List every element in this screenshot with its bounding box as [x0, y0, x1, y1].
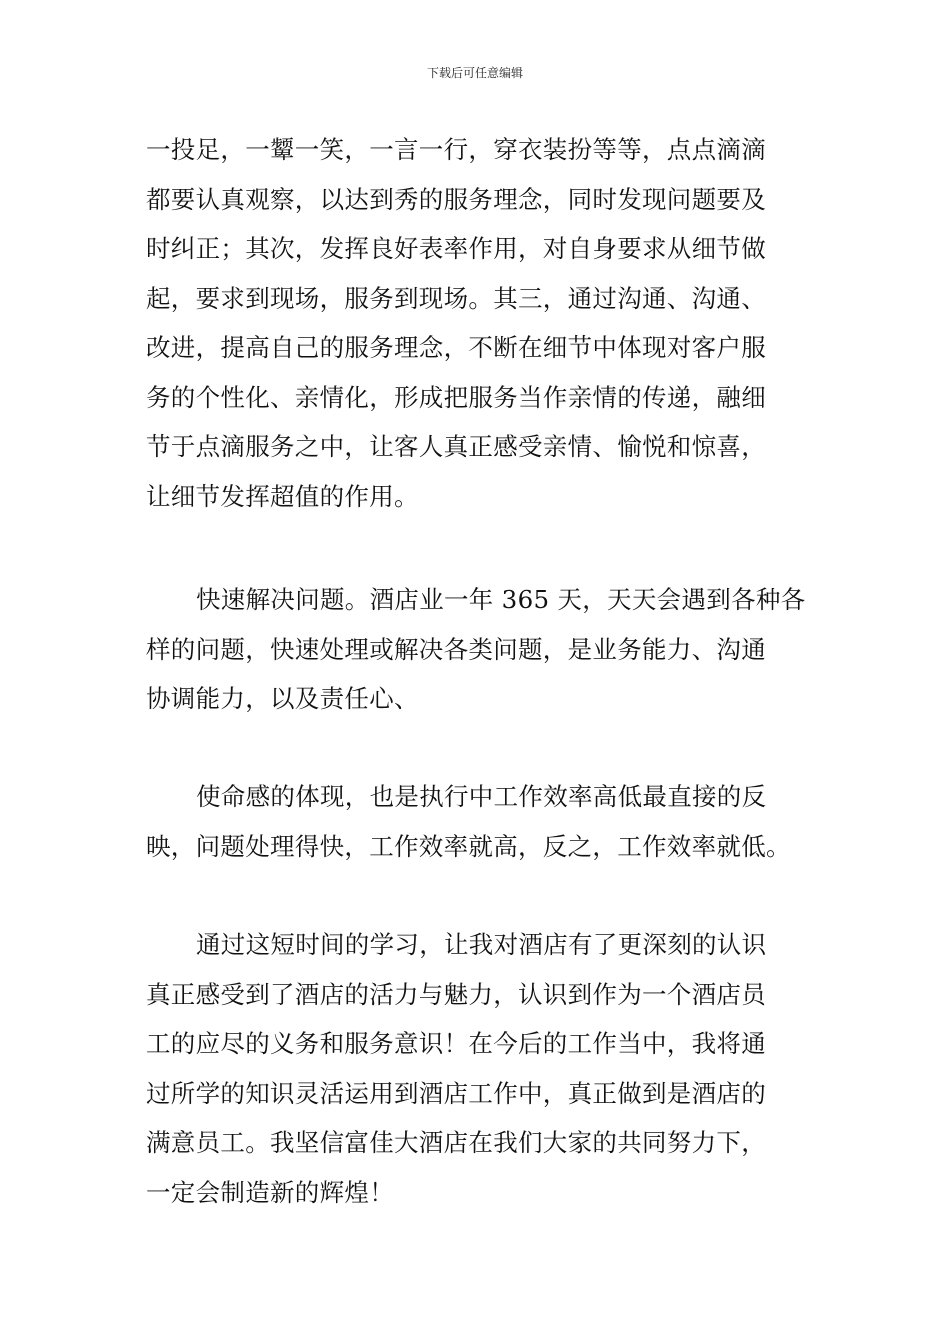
text-line: 协调能力，以及责任心、 [146, 684, 419, 713]
text-line: 节于点滴服务之中，让客人真正感受亲情、愉悦和惊喜， [146, 432, 766, 461]
text-line: 务的个性化、亲情化，形成把服务当作亲情的传递，融细 [146, 382, 766, 412]
text-line: 一定会制造新的辉煌！ [146, 1177, 394, 1207]
text-line: 起，要求到现场，服务到现场。其三，通过沟通、沟通、 [146, 283, 766, 313]
text-line: 一投足，一颦一笑，一言一行，穿衣装扮等等，点点滴滴 [146, 135, 766, 164]
page-header: 下载后可任意编辑 [426, 66, 523, 80]
text-line: 让细节发挥超值的作用。 [146, 481, 419, 511]
text-line: 改进，提高自己的服务理念，不断在细节中体现对客户服 [146, 333, 766, 362]
text-line: 时纠正；其次，发挥良好表率作用，对自身要求从细节做 [146, 234, 766, 263]
text-line: 快速解决问题。酒店业一年 365 天，天天会遇到各种各 [196, 585, 806, 614]
paragraph-mission [146, 772, 806, 871]
text-line: 工的应尽的义务和服务意识！在今后的工作当中，我将通 [146, 1029, 766, 1058]
text-line: 映，问题处理得快，工作效率就高，反之，工作效率就低。 [146, 831, 791, 861]
paragraph-conclusion [146, 920, 806, 1217]
text-line: 满意员工。我坚信富佳大酒店在我们大家的共同努力下， [146, 1128, 766, 1157]
text-line: 样的问题，快速处理或解决各类问题，是业务能力、沟通 [146, 634, 766, 664]
text-line: 都要认真观察，以达到秀的服务理念，同时发现问题要及 [146, 184, 766, 214]
text-line: 使命感的体现，也是执行中工作效率高低最直接的反 [196, 782, 767, 811]
text-line: 通过这短时间的学习，让我对酒店有了更深刻的认识 [196, 930, 767, 959]
text-line: 过所学的知识灵活运用到酒店工作中，真正做到是酒店的 [146, 1078, 766, 1108]
text-line: 真正感受到了酒店的活力与魅力，认识到作为一个酒店员 [146, 979, 766, 1009]
paragraph-solve-problems [146, 575, 806, 724]
paragraph-service-details [146, 125, 806, 521]
